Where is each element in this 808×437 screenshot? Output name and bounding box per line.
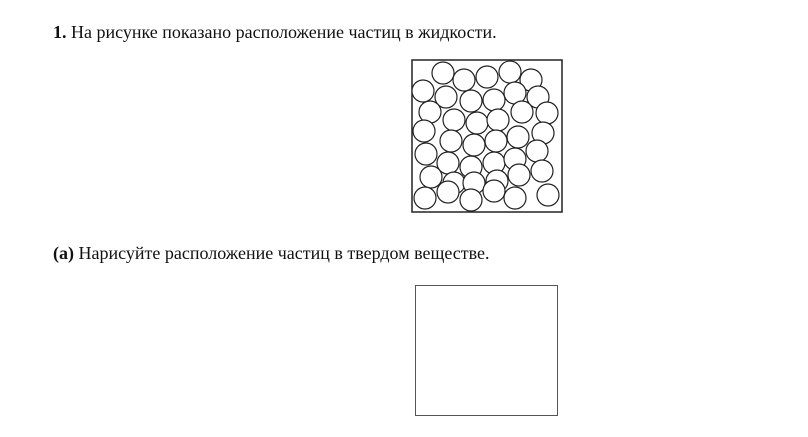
particle-circle xyxy=(440,130,462,152)
particle-circle xyxy=(432,62,454,84)
particle-circle xyxy=(537,184,559,206)
particle-circle xyxy=(504,187,526,209)
particle-circle xyxy=(526,140,548,162)
particle-circle xyxy=(443,109,465,131)
particle-circle xyxy=(460,189,482,211)
particle-circle xyxy=(463,134,485,156)
particle-circle xyxy=(466,112,488,134)
particle-circle xyxy=(460,90,482,112)
question-number: 1. xyxy=(53,22,67,42)
solid-drawing-answer-box[interactable] xyxy=(415,285,558,416)
particle-circle xyxy=(414,187,436,209)
particle-circle xyxy=(415,143,437,165)
particle-circle xyxy=(437,181,459,203)
particle-circle xyxy=(483,89,505,111)
particle-circle xyxy=(412,80,434,102)
question-text: На рисунке показано расположение частиц в жидкости. xyxy=(66,22,497,42)
particle-circle xyxy=(508,164,530,186)
subquestion-text: Нарисуйте расположение частиц в твердом веществе. xyxy=(74,243,490,263)
particle-circle xyxy=(499,61,521,83)
liquid-particles-figure xyxy=(411,59,563,213)
particle-circle xyxy=(476,66,498,88)
particle-circle xyxy=(453,69,475,91)
particle-circle xyxy=(507,126,529,148)
particle-circle xyxy=(536,102,558,124)
particle-circle xyxy=(511,101,533,123)
particle-circle xyxy=(420,166,442,188)
subquestion-label: (a) xyxy=(53,243,74,263)
particle-circle xyxy=(485,130,507,152)
particle-circle xyxy=(487,109,509,131)
question-1 xyxy=(53,21,497,43)
subquestion-a xyxy=(53,242,490,264)
particle-circle xyxy=(413,120,435,142)
particle-circle xyxy=(483,180,505,202)
particle-circle xyxy=(531,160,553,182)
